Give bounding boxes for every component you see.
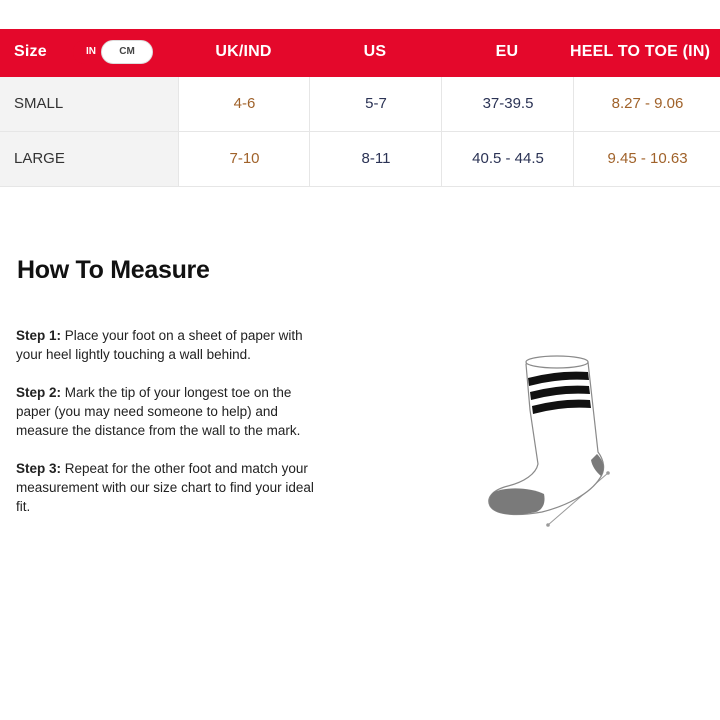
sock-icon xyxy=(480,350,620,540)
cell-heel-to-toe: 8.27 - 9.06 xyxy=(573,77,720,131)
cell-eu: 37-39.5 xyxy=(441,77,574,131)
row-size-label: LARGE xyxy=(0,132,178,186)
cell-eu: 40.5 - 44.5 xyxy=(441,132,574,186)
step-text: Place your foot on a sheet of paper with your heel lightly touching a wall behind. xyxy=(16,328,303,362)
table-header xyxy=(0,29,720,77)
step-label: Step 2: xyxy=(16,385,62,400)
size-chart-table xyxy=(0,29,720,187)
header-eu: EU xyxy=(495,43,519,60)
table-row xyxy=(0,132,720,187)
header-uk-ind: UK/IND xyxy=(215,43,272,60)
header-heel-to-toe: HEEL TO TOE (IN) xyxy=(570,43,711,60)
cell-uk: 4-6 xyxy=(178,77,310,131)
cell-us: 8-11 xyxy=(309,132,442,186)
header-us: US xyxy=(363,43,387,60)
step-2 xyxy=(16,383,316,440)
unit-option-cm[interactable]: CM xyxy=(101,40,153,64)
unit-option-in[interactable]: IN xyxy=(86,46,96,57)
cell-uk: 7-10 xyxy=(178,132,310,186)
unit-toggle[interactable] xyxy=(73,40,153,64)
cell-us: 5-7 xyxy=(309,77,442,131)
step-3 xyxy=(16,459,316,516)
row-size-label: SMALL xyxy=(0,77,178,131)
step-text: Repeat for the other foot and match your measurement with our size chart to find your ideal fit. xyxy=(16,461,314,514)
step-1 xyxy=(16,326,316,364)
step-label: Step 3: xyxy=(16,461,62,476)
header-size: Size xyxy=(14,43,47,60)
table-row xyxy=(0,77,720,132)
measure-steps xyxy=(16,326,316,535)
step-label: Step 1: xyxy=(16,328,62,343)
cell-heel-to-toe: 9.45 - 10.63 xyxy=(573,132,720,186)
step-text: Mark the tip of your longest toe on the paper (you may need someone to help) and measure the distance from the wall to the mark. xyxy=(16,385,301,438)
how-to-measure-title: How To Measure xyxy=(17,256,210,284)
